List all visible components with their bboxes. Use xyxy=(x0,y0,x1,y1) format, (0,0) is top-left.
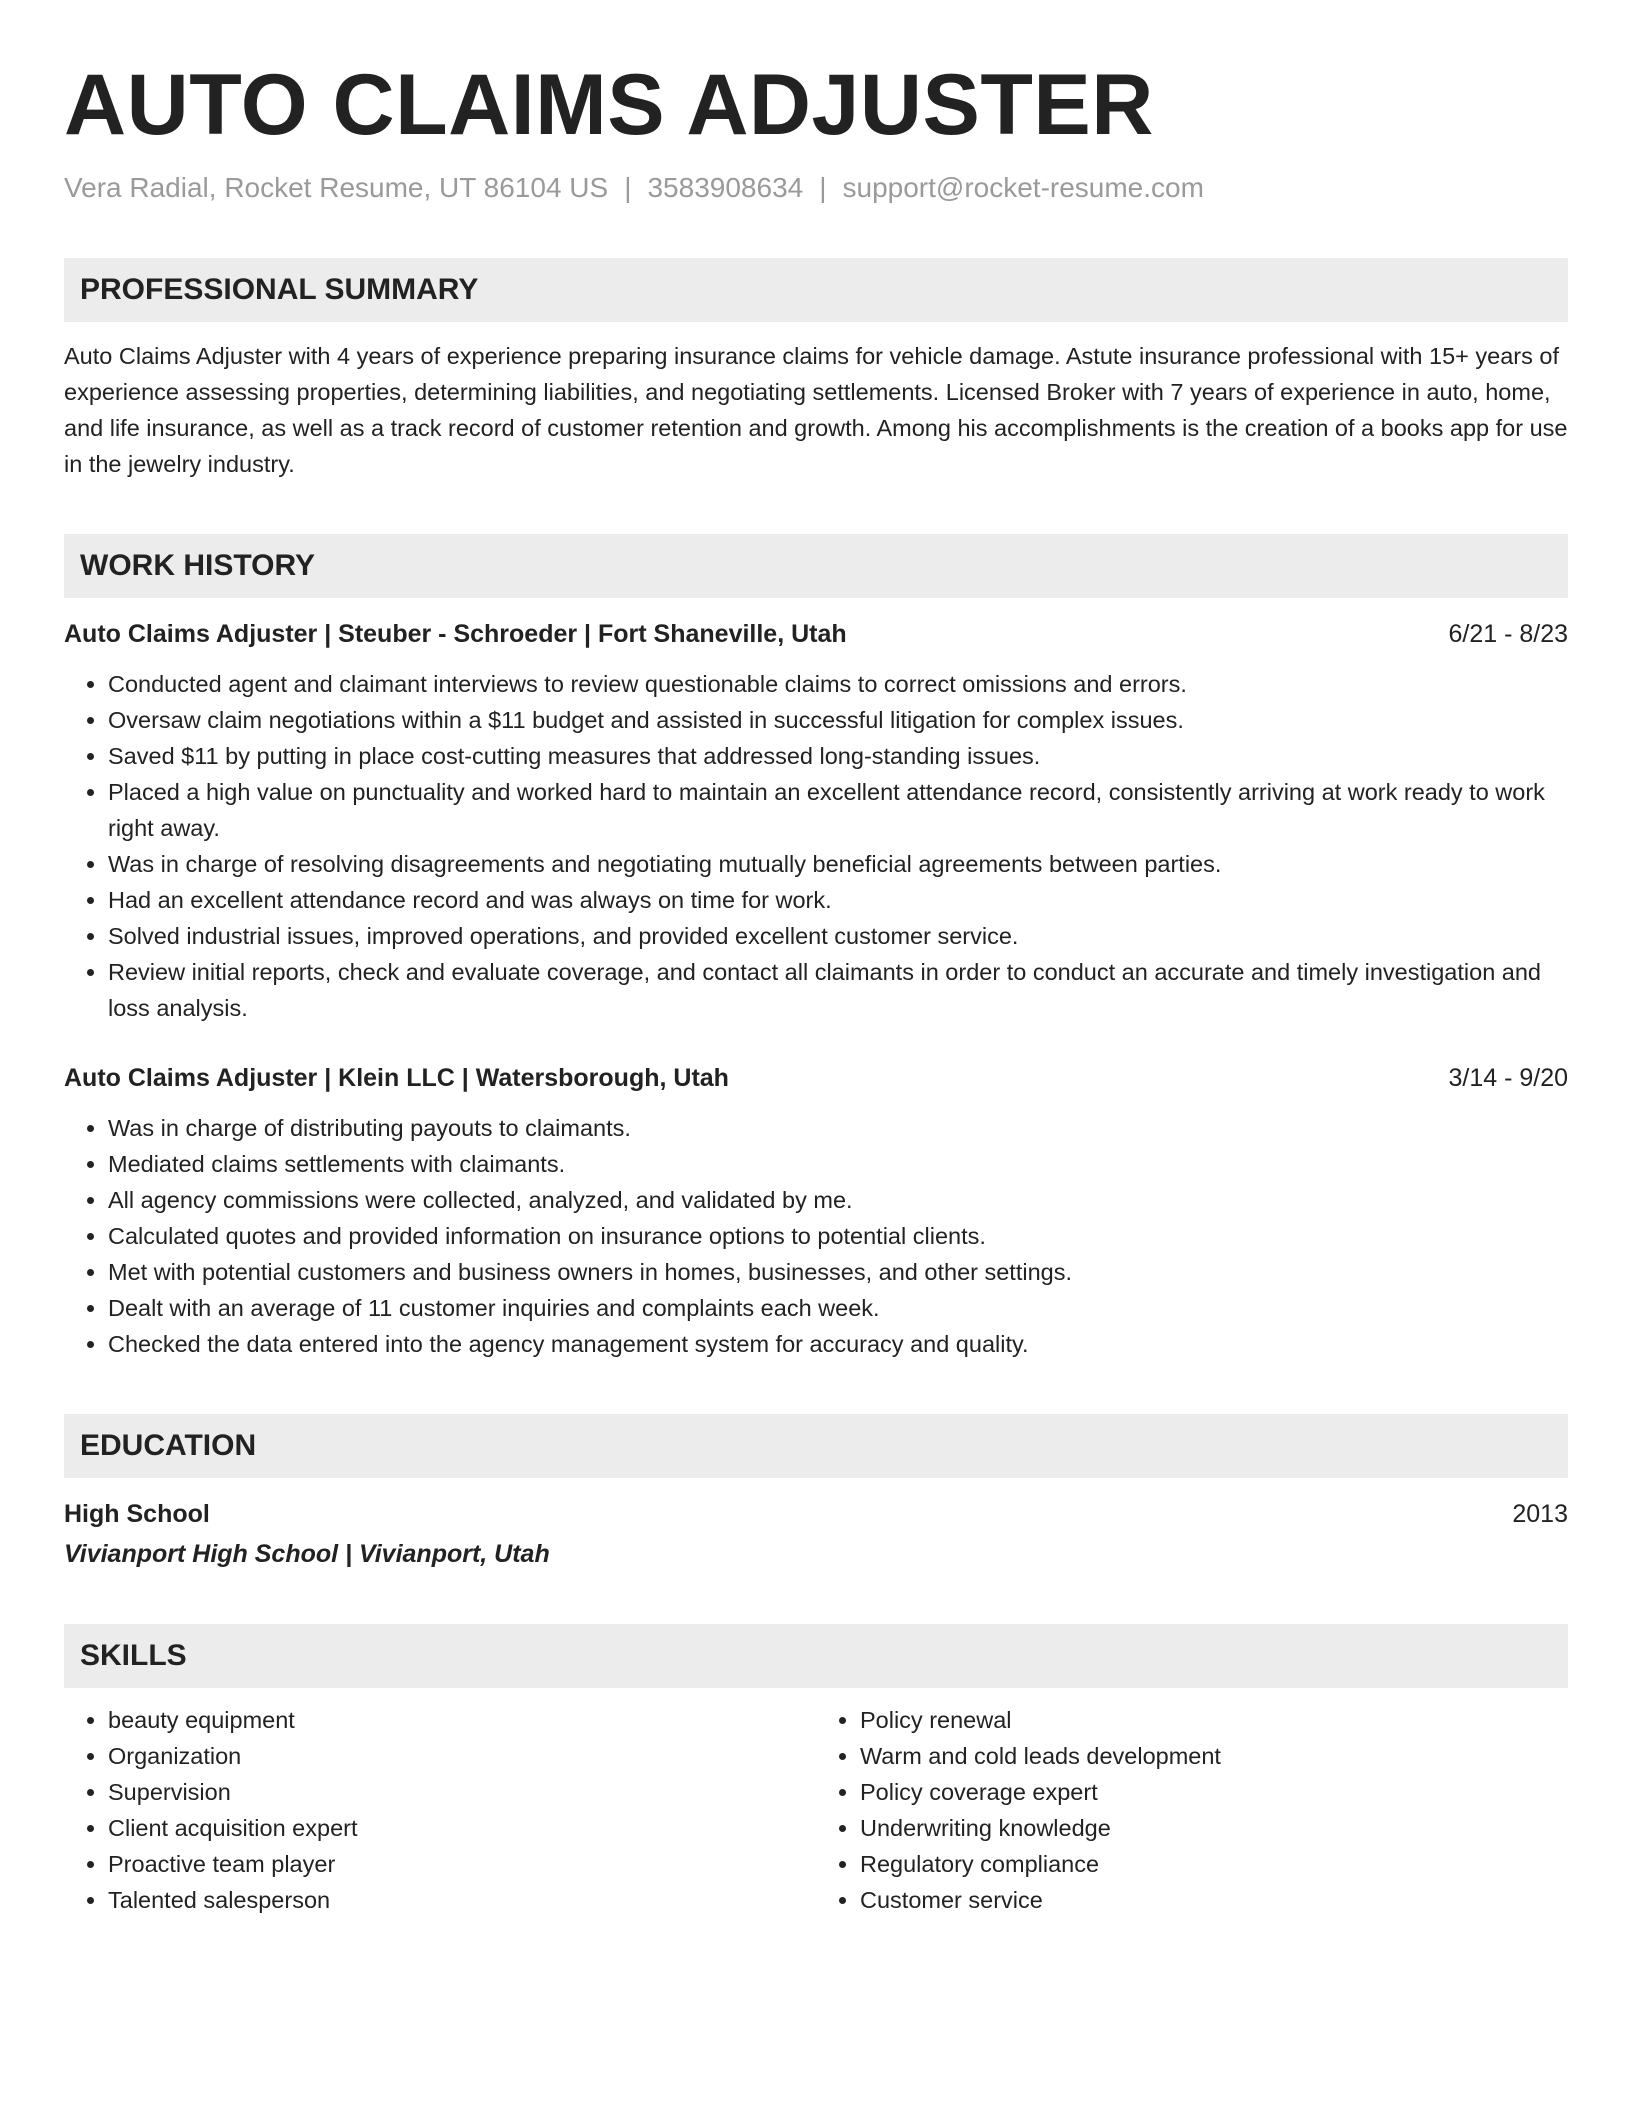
list-item: • Proactive team player xyxy=(108,1846,816,1882)
skills-list-left xyxy=(64,1702,816,1918)
skills-list-right xyxy=(816,1702,1568,1918)
list-item: • Was in charge of resolving disagreements and negotiating mutually beneficial agreements between parties. xyxy=(108,846,1568,882)
education-header xyxy=(64,1496,1568,1532)
education-year: 2013 xyxy=(1512,1500,1568,1528)
list-item: • Was in charge of distributing payouts to claimants. xyxy=(108,1110,1568,1146)
summary-text: Auto Claims Adjuster with 4 years of experience preparing insurance claims for vehicle damage. Astute insurance professional with 15+ years of experience assessing properties, determining liabilities, and negotiating settlements. Licensed Broker with 7 years of experience in auto, home, and life insurance, as well as a track record of customer retention and growth. Among his accomplishments is the creation of a books app for use in the jewelry industry. xyxy=(64,343,1568,477)
list-item: • Dealt with an average of 11 customer inquiries and complaints each week. xyxy=(108,1290,1568,1326)
list-item: • beauty equipment xyxy=(108,1702,816,1738)
list-item: • Review initial reports, check and evaluate coverage, and contact all claimants in order to conduct an accurate and timely investigation and loss analysis. xyxy=(108,954,1568,1026)
contact-address: Vera Radial, Rocket Resume, UT 86104 US xyxy=(64,172,609,203)
list-item: • Met with potential customers and business owners in homes, businesses, and other settings. xyxy=(108,1254,1568,1290)
list-item: • Policy renewal xyxy=(860,1702,1568,1738)
education-degree: High School xyxy=(64,1500,210,1528)
list-item: • Warm and cold leads development xyxy=(860,1738,1568,1774)
section-heading-education: EDUCATION xyxy=(64,1414,1568,1478)
list-item: • Client acquisition expert xyxy=(108,1810,816,1846)
job-title: Auto Claims Adjuster | Klein LLC | Watersborough, Utah xyxy=(64,1064,729,1092)
list-item: • Oversaw claim negotiations within a $11 budget and assisted in successful litigation for complex issues. xyxy=(108,702,1568,738)
list-item: • Organization xyxy=(108,1738,816,1774)
education-school: Vivianport High School | Vivianport, Utah xyxy=(64,1540,550,1568)
list-item: • Policy coverage expert xyxy=(860,1774,1568,1810)
job-title: Auto Claims Adjuster | Steuber - Schroeder | Fort Shaneville, Utah xyxy=(64,620,847,648)
job-entry xyxy=(64,616,1568,1026)
contact-separator: | xyxy=(624,172,632,203)
contact-phone: 3583908634 xyxy=(647,172,804,203)
list-item: • Mediated claims settlements with claimants. xyxy=(108,1146,1568,1182)
section-heading-summary: PROFESSIONAL SUMMARY xyxy=(64,258,1568,322)
list-item: • Calculated quotes and provided information on insurance options to potential clients. xyxy=(108,1218,1568,1254)
job-bullet-list xyxy=(64,1110,1568,1362)
contact-email: support@rocket-resume.com xyxy=(842,172,1204,203)
list-item: • All agency commissions were collected, analyzed, and validated by me. xyxy=(108,1182,1568,1218)
job-dates: 6/21 - 8/23 xyxy=(1448,620,1568,648)
list-item: • Checked the data entered into the agency management system for accuracy and quality. xyxy=(108,1326,1568,1362)
job-bullet-list xyxy=(64,666,1568,1026)
section-heading-work-history: WORK HISTORY xyxy=(64,534,1568,598)
resume-page xyxy=(64,56,1568,1918)
job-entry xyxy=(64,1060,1568,1362)
candidate-title: AUTO CLAIMS ADJUSTER xyxy=(64,57,1154,153)
job-dates: 3/14 - 9/20 xyxy=(1448,1064,1568,1092)
section-heading-skills: SKILLS xyxy=(64,1624,1568,1688)
skills-columns xyxy=(64,1702,1568,1918)
contact-line xyxy=(64,170,1568,206)
list-item: • Talented salesperson xyxy=(108,1882,816,1918)
list-item: • Saved $11 by putting in place cost-cutting measures that addressed long-standing issues. xyxy=(108,738,1568,774)
list-item: • Had an excellent attendance record and was always on time for work. xyxy=(108,882,1568,918)
list-item: • Supervision xyxy=(108,1774,816,1810)
list-item: • Solved industrial issues, improved operations, and provided excellent customer service. xyxy=(108,918,1568,954)
job-header xyxy=(64,616,1568,652)
list-item: • Customer service xyxy=(860,1882,1568,1918)
job-header xyxy=(64,1060,1568,1096)
list-item: • Conducted agent and claimant interviews to review questionable claims to correct omissions and errors. xyxy=(108,666,1568,702)
list-item: • Underwriting knowledge xyxy=(860,1810,1568,1846)
list-item: • Placed a high value on punctuality and worked hard to maintain an excellent attendance record, consistently arriving at work ready to work right away. xyxy=(108,774,1568,846)
list-item: • Regulatory compliance xyxy=(860,1846,1568,1882)
contact-separator: | xyxy=(819,172,827,203)
